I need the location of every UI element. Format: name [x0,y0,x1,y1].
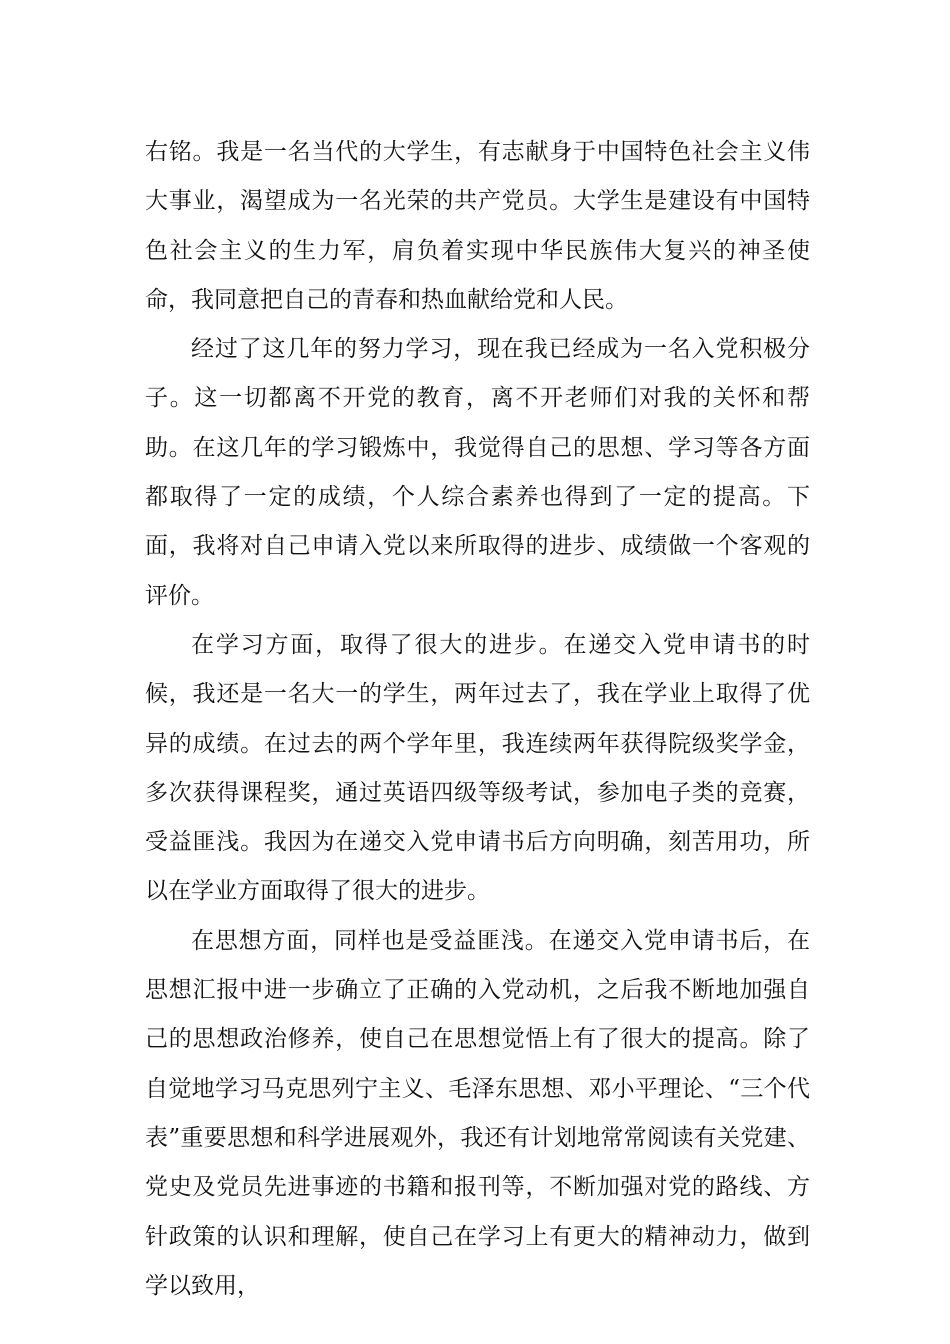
paragraph-continuation: 右铭。我是一名当代的大学生，有志献身于中国特色社会主义伟大事业，渴望成为一名光荣的共产党员。大学生是建设有中国特色社会主义的生力军，肩负着实现中华民族伟大复兴的神圣使命，我同意把自己的青春和热血献给党和人民。 [145,139,810,313]
paragraph-study: 在学习方面，取得了很大的进步。在递交入党申请书的时候，我还是一名大一的学生，两年过去了，我在学业上取得了优异的成绩。在过去的两个学年里，我连续两年获得院级奖学金，多次获得课程奖，通过英语四级等级考试，参加电子类的竞赛，受益匪浅。我因为在递交入党申请书后方向明确，刻苦用功，所以在学业方面取得了很大的进步。 [145,631,810,905]
paragraph-thought: 在思想方面，同样也是受益匪浅。在递交入党申请书后，在思想汇报中进一步确立了正确的入党动机，之后我不断地加强自己的思想政治修养，使自己在思想觉悟上有了很大的提高。除了自觉地学习马克思列宁主义、毛泽东思想、邓小平理论、“三个代表”重要思想和科学进展观外，我还有计划地常常阅读有关党建、党史及党员先进事迹的书籍和报刊等，不断加强对党的路线、方针政策的认识和理解，使自己在学习上有更大的精神动力，做到学以致用， [145,927,810,1299]
paragraph-progress-intro: 经过了这几年的努力学习，现在我已经成为一名入党积极分子。这一切都离不开党的教育，离不开老师们对我的关怀和帮助。在这几年的学习锻炼中，我觉得自己的思想、学习等各方面都取得了一定的成绩，个人综合素养也得到了一定的提高。下面，我将对自己申请入党以来所取得的进步、成绩做一个客观的评价。 [145,336,810,609]
document-body [145,128,810,1311]
